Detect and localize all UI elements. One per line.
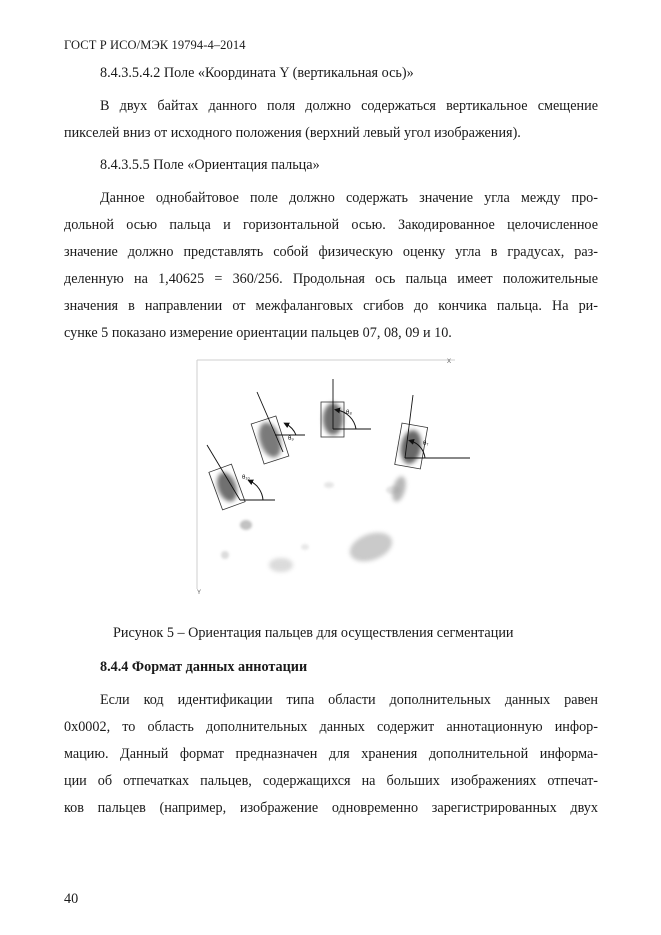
finger-print-9 [251, 392, 305, 464]
section-heading-annotation-format: 8.4.4 Формат данных аннотации [100, 659, 308, 675]
x-axis-label: X [447, 359, 452, 365]
paragraph-line: ции об отпечатках пальцев, содержащихся на больших изображениях отпечат- [64, 773, 598, 789]
figure-caption: Рисунок 5 – Ориентация пальцев для осуществления сегментации [113, 625, 514, 641]
paragraph-line: значения в направлении от межфаланговых сгибов до кончика пальца. На ри- [64, 298, 598, 314]
paragraph-line: ков пальцев (например, изображение одновременно зарегистрированных двух [64, 800, 598, 816]
angle-label-7: θ₇ [423, 441, 429, 447]
paragraph-line: мацию. Данный формат предназначен для хранения дополнительной информа- [64, 746, 598, 762]
section-heading-finger-orientation: 8.4.3.5.5 Поле «Ориентация пальца» [100, 157, 320, 173]
section-heading-coordinate-y: 8.4.3.5.4.2 Поле «Координата Y (вертикальная ось)» [100, 65, 414, 81]
angle-label-8: θ₈ [346, 410, 352, 416]
paragraph-line: В двух байтах данного поля должно содержаться вертикальное смещение [100, 98, 598, 114]
finger-print-7 [390, 395, 470, 503]
paragraph-line: пикселей вниз от исходного положения (верхний левый угол изображения). [64, 125, 521, 141]
paragraph-line: значение должно представлять собой физическую оценку угла в градусах, раз- [64, 244, 598, 260]
finger-print-10 [207, 445, 275, 510]
palm-print-marks [221, 482, 400, 572]
paragraph-line: Данное однобайтовое поле должно содержать значение угла между про- [100, 190, 598, 206]
finger-orientation-figure [193, 357, 473, 607]
paragraph-line: дольной осью пальца и горизонтальной осью. Закодированное целочисленное [64, 217, 598, 233]
angle-arc-10 [250, 481, 263, 500]
page-number: 40 [64, 891, 79, 907]
paragraph-line: деленную на 1,40625 = 360/256. Продольная ось пальца имеет положительные [64, 271, 598, 287]
document-header: ГОСТ Р ИСО/МЭК 19794-4–2014 [64, 38, 246, 52]
angle-label-9: θ₉ [288, 436, 294, 442]
paragraph-line: Если код идентификации типа области дополнительных данных равен [100, 692, 598, 708]
angle-label-10: θ₁₀ [242, 475, 250, 481]
paragraph-line: 0x0002, то область дополнительных данных содержит аннотационную инфор- [64, 719, 598, 735]
y-axis-label: Y [197, 590, 202, 596]
paragraph-line: сунке 5 показано измерение ориентации пальцев 07, 08, 09 и 10. [64, 325, 452, 341]
angle-arc-9 [286, 424, 296, 435]
finger-print-8 [321, 379, 371, 437]
